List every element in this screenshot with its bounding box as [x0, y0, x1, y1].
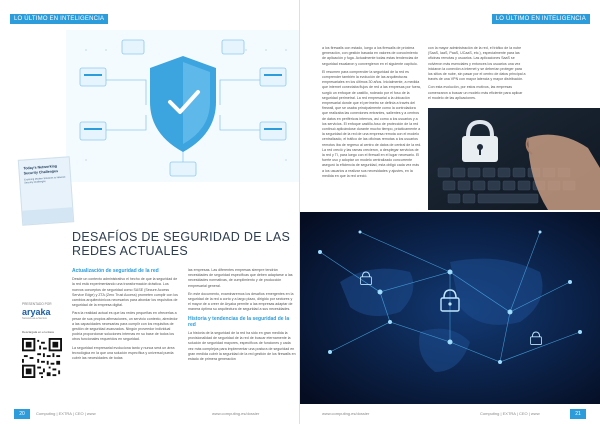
report-cover-band	[22, 207, 73, 224]
paragraph: En este documento, examinaremos los desafíos emergentes en la seguridad de la red a corto y a largo plazo, dirigido por sectores y el mayor de a creer de Aryaka permite a las empresas adaptar de manera óptima su arquitectura de seguridad a sus necesidades.	[188, 291, 294, 312]
report-subtitle: Exploring Modern Solutions to Network Security Challenges	[24, 175, 66, 185]
digital-network-photo	[300, 212, 600, 404]
left-column-2	[188, 268, 296, 365]
paragraph: La seguridad empresarial evoluciona tanto y nunca será un área tecnológica en la que una solución específica y universal pueda cubrir las necesidades de todas	[72, 345, 175, 361]
left-column-1	[72, 268, 180, 364]
paragraph: El resumen para comprender la seguridad de la red es comprender también la evolución de las arquitecturas empresariales en los últimos 30 años. Inicialmente, a medida que internet conectaba flujos de red a las empresas por fuera, surgió un enfoque de castillo, rodeado por el foso de la seguridad perimetral. La red empresarial a la ubicación empresarial donde que el perímetro se definía a través del firewall, que se usaba principalmente como la controladora que realizaba las conexiones entrantes, salientes y a centros de datos en periféricos internos, así como a los usuarios y a los servicios. El enfoque castillo-foso de protección de la red continuó aplicándose durante mucho tiempo, prácticamente a la seguridad de la red de una empresa remota con el modelo centralizado, el tráfico de las oficinas remotas a los usuarios remotos iba de regreso al centro de datos de central de la red. La red creció y las ramas crecieron, a desplegar servicios de la red y TI, para luego con el firewall en el lugar necesario. El fuerte uso y adoptar un modelo centralizado concurrente aseguró la eficiencia de seguridad, esta obligó cada vez más a los usuarios a realizar sus necesidades y ajustes, en la medida en que la red creció.	[322, 69, 422, 178]
sponsor-tagline: Network-as-a-Service	[22, 317, 47, 320]
report-title: Today's Networking Security Challenges	[23, 164, 59, 176]
paragraph: con la mayor administración de la red, el tráfico de la nube (SaaS, IaaS, PaaS, UCaaS, etc.), especialmente para las oficinas remotas y usuarios. Las aplicaciones SaaS se volvieron más esenciales y entonces los usuarios una vez iniciaron la conexión a internet y se deberían proteger para los sitios de nube, sin pasar por el centro de datos principal a través de una VPN con mayor latencia y mayor distribución.	[428, 46, 526, 82]
paragraph: La historia de la seguridad de la red ha sido en gran medida la provisionalidad de seguridad de la red de buscar eternamente la solución de seguridad mayores, específicos de funciones y cada vez más complejos para implementar una postura de seguridad en gran medida cubrir la seguridad de la red gestión de los firewalls en estado de primera generación	[188, 331, 296, 362]
paragraph: las empresas. Las diferentes empresas siempre tendrán necesidades de seguridad específicas que deben adaptarse a las necesidades normativas, de cumplimiento y de producción empresarial general.	[188, 268, 293, 288]
section-tag: LO ÚLTIMO EN INTELIGENCIA	[492, 14, 590, 24]
right-column-2	[428, 46, 526, 104]
shield-icon	[150, 56, 216, 152]
footer-publication: Computing | EXTRA | CEO | www	[36, 411, 96, 416]
page-number: 21	[570, 409, 586, 419]
footer-publication: Computing | EXTRA | CEO | www	[480, 411, 540, 416]
keyboard-padlock-photo	[428, 108, 600, 210]
page-number: 20	[14, 409, 30, 419]
paragraph: Desde un contexto administrativo el hecho de que la seguridad de la red está experimentando una transformación drástica. Los nuevos conceptos de seguridad como SASE (Secure Access Service Edge) y ZTA (Zero Trust Access) prometen cumplir con los cambios arquitectónicos necesarios para abordar los requisitos de seguridad de la empresa digital.	[72, 277, 178, 308]
paragraph: Para la realidad actual es que las redes pequeñas en ofrecerlas a pesar de sus propios afirmaciones, un servicio contexto, alrededor a las capacidades necesarias para cumplir con los requisitos de gestión de seguridad avanzados. Ningún proveedor individual podría proporcionar soluciones internas en su base de todos los otros funcionales requeridos en seguridad.	[72, 311, 178, 342]
paragraph: a los firewalls con estado, luego a los firewalls de próxima generación, con gestión basada en valores de conocimiento de aplicación y fuga. Actualmente todas estas tendencias de seguridad escalaron y convergieron en el siguiente capítulo.	[322, 46, 419, 66]
subhead: Actualización de seguridad de la red	[72, 268, 159, 274]
footer-url[interactable]: www.computing.es/dossier	[212, 411, 260, 416]
download-label: Descárgala en el enlace	[22, 330, 55, 334]
sponsor-label: PRESENTADO POR	[22, 302, 52, 306]
right-page	[300, 0, 600, 424]
sponsor-logo[interactable]: aryaka	[22, 307, 51, 317]
paragraph: Con esta evolución, por estos motivos, las empresas comenzaron a buscar un modelo más eficiente para aplicar el modelo de las aplicaciones.	[428, 85, 523, 100]
report-cover-image[interactable]	[18, 156, 74, 225]
footer-url[interactable]: www.computing.es/dossier	[322, 411, 370, 416]
article-headline: DESAFÍOS DE SEGURIDAD DE LAS REDES ACTUALES	[72, 230, 291, 258]
section-tag: LO ÚLTIMO EN INTELIGENCIA	[10, 14, 108, 24]
qr-code-icon[interactable]	[22, 338, 62, 378]
hero-illustration	[66, 30, 300, 182]
sponsor-block	[22, 302, 64, 334]
right-column-1	[322, 46, 422, 182]
network-shield-illustration	[66, 30, 300, 182]
subhead: Historia y tendencias de la seguridad de la red	[188, 315, 290, 328]
